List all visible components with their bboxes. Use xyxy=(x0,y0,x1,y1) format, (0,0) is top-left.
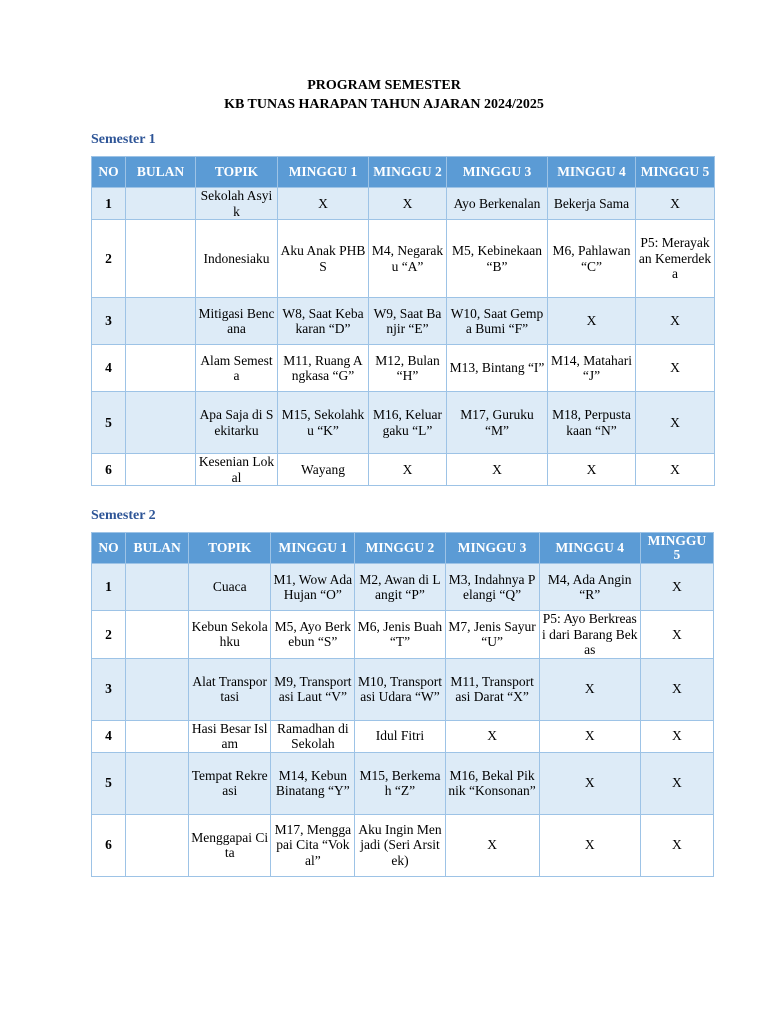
semester-2-heading: Semester 2 xyxy=(91,508,156,523)
cell-minggu-4: Bekerja Sama xyxy=(548,188,636,220)
cell-minggu-1: M9, Transportasi Laut “V” xyxy=(271,658,355,720)
cell-no: 5 xyxy=(92,392,126,454)
header-minggu-4: MINGGU 4 xyxy=(539,533,640,564)
cell-minggu-1: M11, Ruang Angkasa “G” xyxy=(278,345,369,392)
cell-bulan xyxy=(126,188,196,220)
cell-no: 6 xyxy=(92,454,126,486)
table-header-row xyxy=(92,533,714,564)
cell-no: 2 xyxy=(92,611,126,659)
cell-no: 3 xyxy=(92,298,126,345)
cell-minggu-3: X xyxy=(445,814,539,876)
cell-no: 2 xyxy=(92,220,126,298)
header-topik: TOPIK xyxy=(196,157,278,188)
header-minggu-4: MINGGU 4 xyxy=(548,157,636,188)
cell-minggu-2: M12, Bulan “H” xyxy=(369,345,447,392)
cell-minggu-2: X xyxy=(369,454,447,486)
cell-minggu-3: M3, Indahnya Pelangi “Q” xyxy=(445,564,539,611)
table-row xyxy=(92,392,715,454)
header-minggu-3: MINGGU 3 xyxy=(447,157,548,188)
header-minggu-3: MINGGU 3 xyxy=(445,533,539,564)
cell-minggu-2: Idul Fitri xyxy=(355,720,445,752)
cell-minggu-1: M14, Kebun Binatang “Y” xyxy=(271,752,355,814)
cell-topik: Mitigasi Bencana xyxy=(196,298,278,345)
header-no: NO xyxy=(92,157,126,188)
document-title: PROGRAM SEMESTER xyxy=(307,78,461,93)
cell-no: 6 xyxy=(92,814,126,876)
cell-minggu-2: Aku Ingin Menjadi (Seri Arsitek) xyxy=(355,814,445,876)
cell-minggu-3: Ayo Berkenalan xyxy=(447,188,548,220)
table-row xyxy=(92,298,715,345)
cell-bulan xyxy=(126,564,189,611)
table-row xyxy=(92,658,714,720)
cell-bulan xyxy=(126,454,196,486)
table-row xyxy=(92,220,715,298)
cell-bulan xyxy=(126,220,196,298)
cell-minggu-4: X xyxy=(539,814,640,876)
table-row xyxy=(92,188,715,220)
cell-minggu-5: X xyxy=(636,298,715,345)
cell-topik: Kebun Sekolahku xyxy=(189,611,271,659)
table-row xyxy=(92,611,714,659)
cell-minggu-3: M17, Guruku “M” xyxy=(447,392,548,454)
cell-bulan xyxy=(126,298,196,345)
header-minggu-2: MINGGU 2 xyxy=(355,533,445,564)
cell-minggu-1: M5, Ayo Berkebun “S” xyxy=(271,611,355,659)
cell-bulan xyxy=(126,345,196,392)
header-minggu-1: MINGGU 1 xyxy=(278,157,369,188)
cell-bulan xyxy=(126,720,189,752)
header-bulan: BULAN xyxy=(126,157,196,188)
cell-bulan xyxy=(126,392,196,454)
cell-minggu-1: Aku Anak PHBS xyxy=(278,220,369,298)
cell-minggu-3: M5, Kebinekaan “B” xyxy=(447,220,548,298)
cell-no: 5 xyxy=(92,752,126,814)
cell-topik: Tempat Rekreasi xyxy=(189,752,271,814)
cell-minggu-1: M15, Sekolahku “K” xyxy=(278,392,369,454)
cell-minggu-1: M1, Wow Ada Hujan “O” xyxy=(271,564,355,611)
cell-topik: Alam Semesta xyxy=(196,345,278,392)
cell-minggu-1: M17, Menggapai Cita “Vokal” xyxy=(271,814,355,876)
cell-minggu-2: W9, Saat Banjir “E” xyxy=(369,298,447,345)
semester-1-table xyxy=(91,156,715,486)
cell-minggu-3: M13, Bintang “I” xyxy=(447,345,548,392)
table-row xyxy=(92,454,715,486)
header-minggu-1: MINGGU 1 xyxy=(271,533,355,564)
cell-minggu-1: Ramadhan di Sekolah xyxy=(271,720,355,752)
cell-minggu-2: X xyxy=(369,188,447,220)
cell-minggu-3: M16, Bekal Piknik “Konsonan” xyxy=(445,752,539,814)
cell-minggu-5: X xyxy=(640,720,713,752)
cell-topik: Cuaca xyxy=(189,564,271,611)
cell-topik: Alat Transportasi xyxy=(189,658,271,720)
cell-minggu-5: X xyxy=(640,752,713,814)
cell-minggu-2: M16, Keluargaku “L” xyxy=(369,392,447,454)
cell-topik: Apa Saja di Sekitarku xyxy=(196,392,278,454)
cell-minggu-4: M14, Matahari “J” xyxy=(548,345,636,392)
cell-bulan xyxy=(126,814,189,876)
cell-minggu-4: M4, Ada Angin “R” xyxy=(539,564,640,611)
cell-topik: Sekolah Asyik xyxy=(196,188,278,220)
cell-minggu-5: X xyxy=(640,658,713,720)
cell-minggu-4: X xyxy=(548,298,636,345)
cell-minggu-1: W8, Saat Kebakaran “D” xyxy=(278,298,369,345)
header-topik: TOPIK xyxy=(189,533,271,564)
cell-minggu-4: X xyxy=(539,720,640,752)
cell-minggu-5: X xyxy=(640,564,713,611)
cell-minggu-4: M18, Perpustakaan “N” xyxy=(548,392,636,454)
table-row xyxy=(92,814,714,876)
cell-no: 4 xyxy=(92,720,126,752)
cell-topik: Kesenian Lokal xyxy=(196,454,278,486)
header-minggu-5: MINGGU 5 xyxy=(640,533,713,564)
header-minggu-5: MINGGU 5 xyxy=(636,157,715,188)
cell-minggu-4: X xyxy=(539,658,640,720)
table-row xyxy=(92,720,714,752)
document-subtitle: KB TUNAS HARAPAN TAHUN AJARAN 2024/2025 xyxy=(224,97,544,112)
cell-minggu-5: X xyxy=(640,814,713,876)
cell-topik: Menggapai Cita xyxy=(189,814,271,876)
table-header-row xyxy=(92,157,715,188)
cell-minggu-2: M4, Negaraku “A” xyxy=(369,220,447,298)
cell-minggu-2: M2, Awan di Langit “P” xyxy=(355,564,445,611)
cell-minggu-2: M6, Jenis Buah “T” xyxy=(355,611,445,659)
cell-bulan xyxy=(126,752,189,814)
table-row xyxy=(92,345,715,392)
cell-minggu-2: M10, Transportasi Udara “W” xyxy=(355,658,445,720)
cell-minggu-3: X xyxy=(447,454,548,486)
cell-minggu-5: X xyxy=(640,611,713,659)
cell-no: 1 xyxy=(92,188,126,220)
semester-2-table xyxy=(91,532,714,877)
header-no: NO xyxy=(92,533,126,564)
cell-minggu-3: W10, Saat Gempa Bumi “F” xyxy=(447,298,548,345)
cell-no: 3 xyxy=(92,658,126,720)
cell-minggu-5: P5: Merayakan Kemerdeka xyxy=(636,220,715,298)
cell-no: 1 xyxy=(92,564,126,611)
cell-minggu-4: M6, Pahlawan “C” xyxy=(548,220,636,298)
cell-minggu-3: M11, Transportasi Darat “X” xyxy=(445,658,539,720)
cell-minggu-3: M7, Jenis Sayur “U” xyxy=(445,611,539,659)
cell-topik: Indonesiaku xyxy=(196,220,278,298)
semester-1-heading: Semester 1 xyxy=(91,132,156,147)
header-bulan: BULAN xyxy=(126,533,189,564)
table-row xyxy=(92,564,714,611)
cell-minggu-4: X xyxy=(548,454,636,486)
cell-topik: Hasi Besar Islam xyxy=(189,720,271,752)
cell-bulan xyxy=(126,658,189,720)
cell-minggu-4: X xyxy=(539,752,640,814)
cell-minggu-5: X xyxy=(636,454,715,486)
cell-minggu-5: X xyxy=(636,392,715,454)
cell-bulan xyxy=(126,611,189,659)
cell-minggu-1: Wayang xyxy=(278,454,369,486)
cell-minggu-2: M15, Berkemah “Z” xyxy=(355,752,445,814)
header-minggu-2: MINGGU 2 xyxy=(369,157,447,188)
table-row xyxy=(92,752,714,814)
cell-minggu-5: X xyxy=(636,345,715,392)
cell-minggu-5: X xyxy=(636,188,715,220)
cell-minggu-4: P5: Ayo Berkreasi dari Barang Bekas xyxy=(539,611,640,659)
cell-minggu-3: X xyxy=(445,720,539,752)
cell-minggu-1: X xyxy=(278,188,369,220)
cell-no: 4 xyxy=(92,345,126,392)
